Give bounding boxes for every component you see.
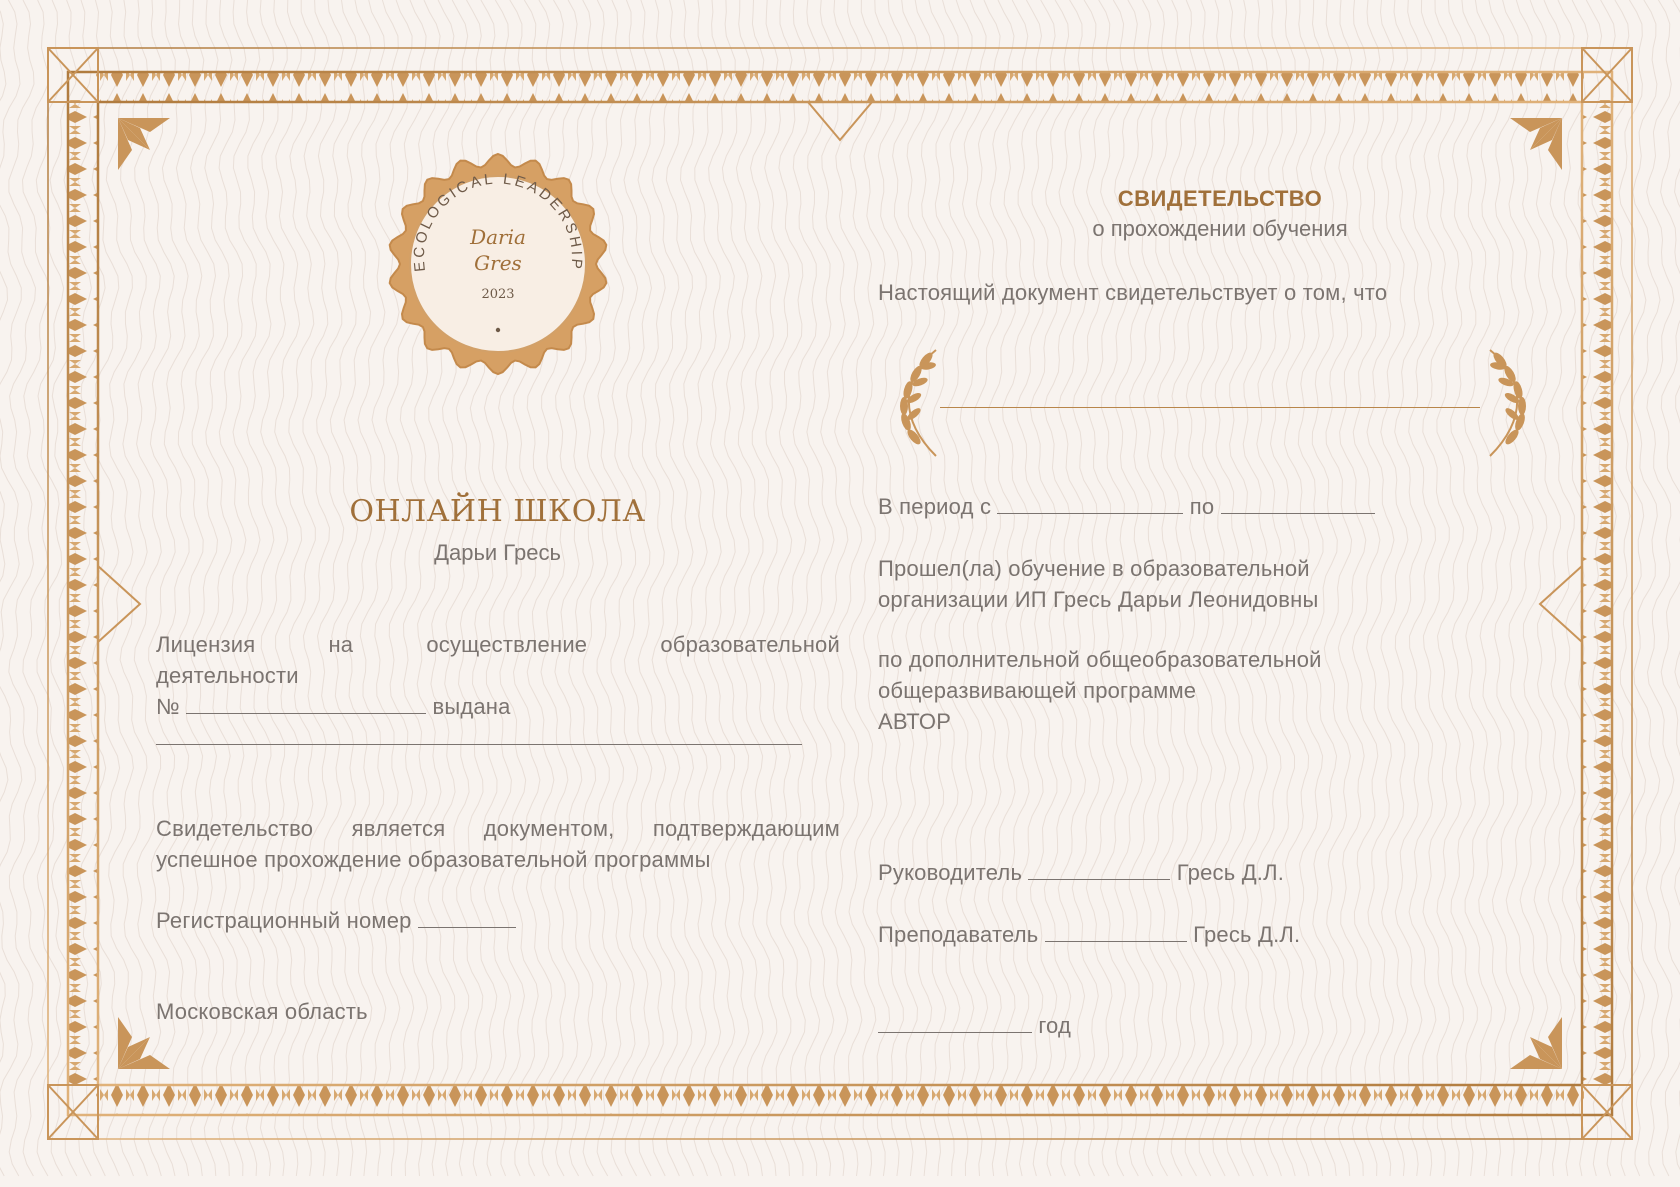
certificate-intro: Настоящий документ свидетельствует о том, что <box>878 280 1388 305</box>
year-label: год <box>1038 1013 1072 1038</box>
license-issued-label: выдана <box>432 694 511 719</box>
border-bottom-band <box>96 1085 1584 1115</box>
license-word-3: осуществление <box>426 632 588 657</box>
registration-number-label: Регистрационный номер <box>156 908 412 933</box>
education-org-line1: Прошел(ла) обучение в образовательной <box>878 556 1310 581</box>
program-line2: общеразвивающей программе <box>878 678 1197 703</box>
period-row <box>878 491 1375 522</box>
border-right-band <box>1582 100 1612 1087</box>
license-number-blank <box>186 693 426 714</box>
period-from-label: В период с <box>878 494 992 519</box>
license-issuer-blank <box>156 724 802 745</box>
period-to-blank <box>1221 493 1375 514</box>
border-top-band <box>96 72 1584 102</box>
license-word-4: образовательной <box>660 632 840 657</box>
teacher-signature-row <box>878 919 1300 950</box>
director-signature-blank <box>1028 859 1170 880</box>
seal-dot <box>496 328 500 332</box>
corner-ornament-top-left <box>118 118 170 170</box>
program-block <box>878 644 1322 737</box>
program-line1: по дополнительной общеобразовательной <box>878 647 1322 672</box>
license-number-row <box>156 691 840 722</box>
region: Московская область <box>156 999 368 1024</box>
year-row <box>878 1010 1071 1041</box>
seal-arc-text: ECOLOGICAL LEADERSHIP <box>410 170 586 273</box>
period-to-label: по <box>1189 494 1215 519</box>
license-line1 <box>156 629 840 660</box>
certificate-title: СВИДЕТЕЛЬСТВО <box>1117 186 1323 211</box>
corner-ornament-bottom-right <box>1510 1017 1562 1069</box>
license-line2: деятельности <box>156 663 299 688</box>
laurel-right-icon <box>1480 344 1550 464</box>
seal-name-line1: Daria <box>470 225 526 249</box>
recipient-name-line <box>940 407 1480 408</box>
year-blank <box>878 1012 1032 1033</box>
education-org-block <box>878 553 1318 615</box>
certificate-statement: Свидетельство является документом, подтверждающим успешное прохождение образовательной программы <box>156 816 840 872</box>
seal-year: 2023 <box>481 287 515 302</box>
school-seal <box>386 152 610 376</box>
school-subtitle: Дарьи Гресь <box>434 540 561 565</box>
certificate-subtitle: о прохождении обучения <box>1092 216 1348 241</box>
right-chevron <box>1540 566 1582 642</box>
director-name: Гресь Д.Л. <box>1176 860 1285 885</box>
seal-name-line2: Gres <box>474 251 522 275</box>
license-issuer-row <box>156 722 840 753</box>
license-word-2: на <box>328 632 354 657</box>
laurel-left-icon <box>876 344 946 464</box>
school-title: ОНЛАЙН ШКОЛА <box>349 494 646 529</box>
corner-ornament-top-right <box>1510 118 1562 170</box>
border-left-band <box>68 100 98 1087</box>
registration-number-row <box>156 905 516 936</box>
registration-number-blank <box>418 907 516 928</box>
teacher-name: Гресь Д.Л. <box>1193 922 1301 947</box>
top-chevron <box>808 102 872 140</box>
teacher-signature-blank <box>1045 921 1187 942</box>
director-signature-row <box>878 857 1284 888</box>
period-from-blank <box>997 493 1183 514</box>
license-number-prefix: № <box>156 694 180 719</box>
license-block <box>156 629 840 753</box>
program-name: АВТОР <box>878 709 952 734</box>
director-label: Руководитель <box>878 860 1023 885</box>
teacher-label: Преподаватель <box>878 922 1039 947</box>
education-org-line2: организации ИП Гресь Дарьи Леонидовны <box>878 587 1319 612</box>
license-word-1: Лицензия <box>156 632 256 657</box>
left-chevron <box>98 566 140 642</box>
